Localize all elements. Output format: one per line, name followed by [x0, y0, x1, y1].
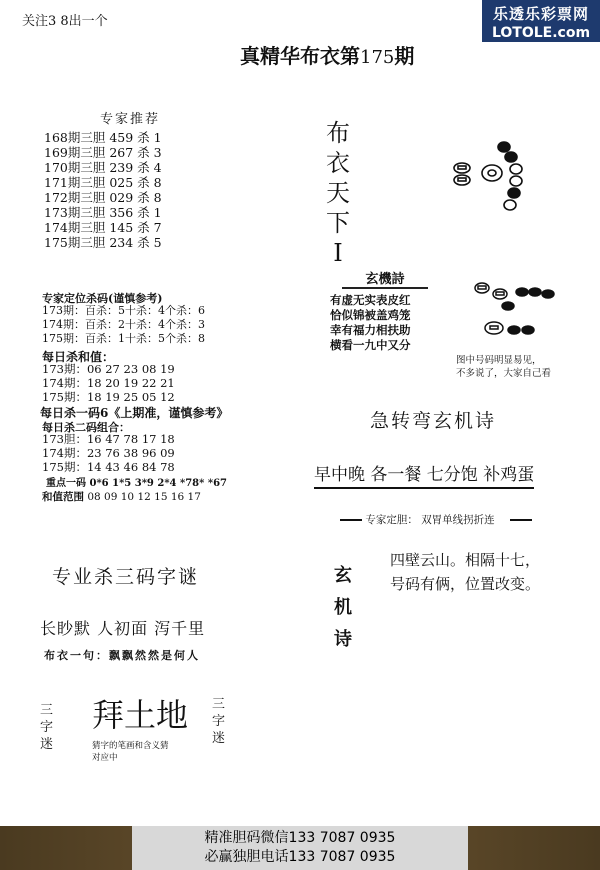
shamazimi-title: 专业杀三码字谜	[52, 566, 200, 588]
buyi-yiju	[44, 647, 200, 663]
xuanjishi-char: 诗	[334, 629, 352, 650]
sanzimi-right	[212, 696, 225, 747]
list-item: 173期三胆 356 杀 1	[44, 205, 162, 220]
list-item: 169期三胆 267 杀 3	[44, 145, 162, 160]
contact-wechat: 精准胆码微信133 7087 0935	[204, 830, 396, 846]
buyi-yiju-text: 飘飘然然是何人	[109, 649, 200, 662]
dingdan-label: 专家定胆	[365, 514, 408, 526]
list-item: 173期：百杀：5十杀：4个杀：6	[42, 304, 205, 317]
list-item: 168期三胆 459 杀 1	[44, 130, 162, 145]
poem-line: 幸有福力相扶助	[330, 323, 411, 337]
shamazimi-words: 长眇默 人初面 泻千里	[40, 619, 206, 638]
sanzimi-char: 三	[40, 703, 54, 718]
sanzimi-char: 字	[40, 720, 54, 735]
issue-number: 175	[360, 47, 395, 68]
sanzimi-note-line: 猜字的笔画和含义猜	[92, 741, 169, 751]
page-title	[240, 40, 414, 69]
contact-phone: 必赢独胆电话133 7087 0935	[204, 849, 396, 865]
watermark-en: LOTOLE.com	[491, 25, 591, 41]
buyi-char: 天	[326, 179, 350, 207]
list-item: 175期：百杀：1十杀：5个杀：8	[42, 332, 205, 345]
buyi-char: 下	[326, 209, 350, 237]
dash-right	[510, 519, 532, 521]
sanzimi-note-line: 对应中	[92, 753, 118, 763]
list-item: 175期：14 43 46 84 78	[42, 460, 175, 474]
sanzimi-char: 迷	[212, 731, 226, 746]
xuanjishi-line: 四壁云山。相隔十七，	[390, 551, 541, 569]
coin-puzzle-illustration	[470, 280, 570, 345]
sanzimi-char: 字	[212, 714, 226, 729]
list-item: 172期三胆 029 杀 8	[44, 190, 162, 205]
hezhi-fanwei-values: 08 09 10 12 15 16 17	[87, 491, 201, 503]
dash-left	[340, 519, 362, 521]
picture-note-line: 图中号码明显易见，	[456, 355, 542, 366]
xuanjishi-char: 玄	[334, 565, 352, 586]
title-main: 真精华布衣第	[240, 44, 360, 68]
buyi-yiju-label: 布衣一句：	[44, 649, 109, 662]
sanzimi-char: 迷	[40, 737, 54, 752]
xuanjishi-text	[390, 548, 540, 596]
list-item: 175期三胆 234 杀 5	[44, 235, 162, 250]
list-item: 174期：18 20 19 22 21	[42, 376, 175, 390]
list-item: 174期三胆 145 杀 7	[44, 220, 162, 235]
xuanjishi-char: 机	[334, 597, 352, 618]
poem-line: 横看一九中又分	[330, 338, 411, 352]
watermark-cn: 乐透乐彩票网	[492, 5, 589, 23]
list-item: 174期：23 76 38 96 09	[42, 446, 175, 460]
list-item: 171期三胆 025 杀 8	[44, 175, 162, 190]
shayima-title: 每日杀一码6《上期准，谨慎参考》	[40, 406, 229, 420]
zhongdian-yima: 重点一码 0*6 1*5 3*9 2*4 *78* *67	[46, 478, 227, 489]
buyi-char: 布	[326, 119, 350, 147]
buyi-char: 衣	[326, 149, 350, 177]
dingdan-text: 双胃单线拐折连	[421, 514, 495, 526]
expert-title: 专家推荐	[100, 112, 161, 127]
hezhi-fanwei	[42, 489, 201, 504]
list-item: 173期：06 27 23 08 19	[42, 362, 175, 376]
dingwei-list	[42, 304, 205, 346]
poem-line: 有虚无实表皮红	[330, 293, 411, 307]
ermazuhe-list	[42, 432, 175, 474]
buyi-char: I	[333, 239, 343, 267]
hezhi-fanwei-label: 和值范围	[42, 491, 84, 503]
expert-list	[44, 130, 162, 250]
list-item: 175期：18 19 25 05 12	[42, 390, 175, 404]
coin-chain-illustration	[448, 135, 528, 220]
sanzimi-char: 三	[212, 697, 226, 712]
xuanjishi-vertical	[334, 560, 352, 656]
zhuanjia-dingdan: 专家定胆： 双胃单线拐折连	[340, 512, 532, 527]
sanzimi-note	[92, 740, 169, 764]
footer-contact	[132, 826, 468, 870]
picture-note-line: 不多说了，大家自己看	[456, 368, 552, 379]
list-item: 170期三胆 239 杀 4	[44, 160, 162, 175]
dingwei-title: 专家定位杀码(谨慎参考)	[42, 292, 163, 305]
follow-note: 关注3 8出一个	[22, 14, 108, 29]
xuanjishi-line: 号码有俩，位置改变。	[390, 575, 541, 593]
site-watermark	[482, 0, 600, 42]
sanzimi-left	[40, 702, 53, 753]
list-item: 173胆：16 47 78 17 18	[42, 432, 175, 446]
jizhuan-phrase: 早中晚 各一餐 七分饱 补鸡蛋	[314, 460, 534, 489]
sanzimi-riddle: 拜土地	[92, 696, 189, 734]
hezhi-title: 每日杀和值：	[42, 350, 115, 364]
title-end: 期	[394, 44, 415, 68]
picture-note	[456, 354, 551, 380]
list-item: 174期：百杀：2十杀：4个杀：3	[42, 318, 205, 331]
xuanji-poem	[330, 268, 440, 353]
hezhi-list	[42, 362, 175, 404]
buyi-vertical-text	[326, 118, 350, 268]
jizhuan-title: 急转弯玄机诗	[370, 410, 497, 432]
poem-line: 恰似锦被盖鸡笼	[330, 308, 411, 322]
poem-title: 玄機詩	[342, 268, 428, 289]
ermazuhe-title: 每日杀二码组合：	[42, 421, 130, 434]
